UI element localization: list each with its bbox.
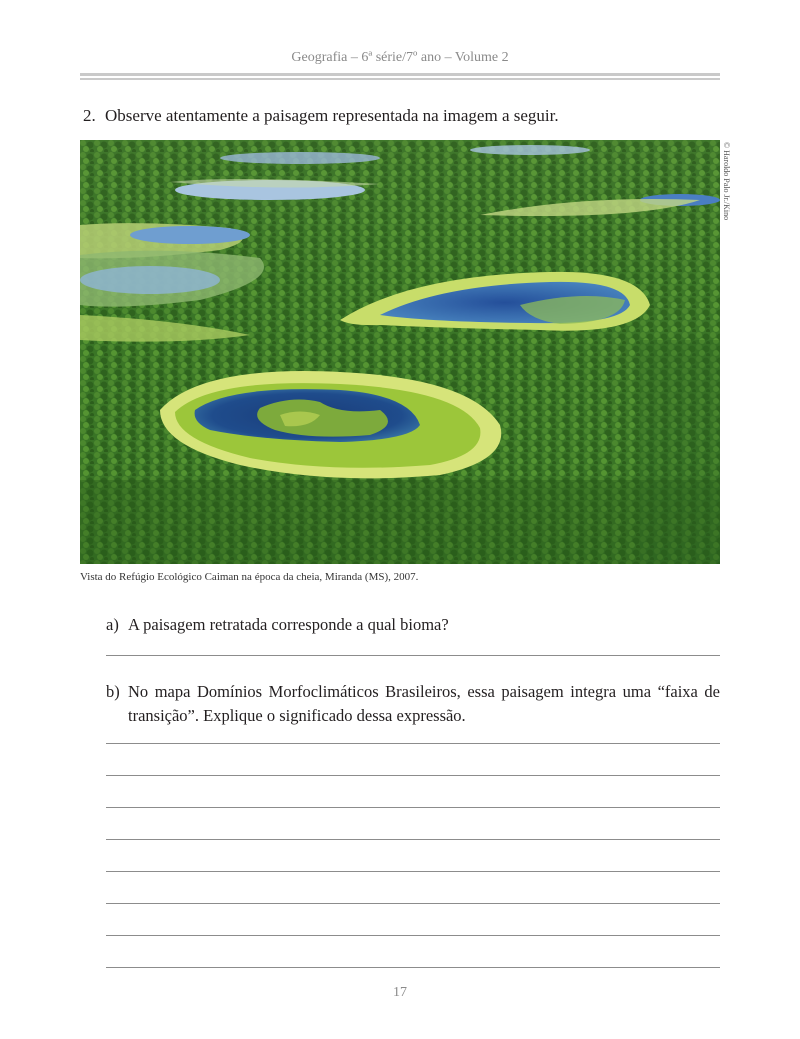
answer-line-b-3[interactable] bbox=[106, 807, 720, 808]
sub-question-letter: a) bbox=[106, 615, 119, 634]
sub-question-letter: b) bbox=[106, 682, 120, 701]
running-header: Geografia – 6ª série/7º ano – Volume 2 bbox=[291, 50, 509, 65]
answer-line-b-5[interactable] bbox=[106, 871, 720, 872]
answer-line-b-8[interactable] bbox=[106, 967, 720, 968]
sub-question-text: A paisagem retratada corresponde a qual bioma? bbox=[128, 615, 449, 634]
header-rule-bottom bbox=[80, 78, 720, 80]
sub-question-text: No mapa Domínios Morfoclimáticos Brasileiros, essa paisagem integra uma “faixa de transição”. Explique o significado dessa expressão. bbox=[128, 682, 720, 725]
page-number: 17 bbox=[393, 985, 407, 1000]
answer-line-b-2[interactable] bbox=[106, 775, 720, 776]
answer-line-b-7[interactable] bbox=[106, 935, 720, 936]
answer-line-b-4[interactable] bbox=[106, 839, 720, 840]
sub-question-b bbox=[106, 680, 720, 728]
photo-caption: Vista do Refúgio Ecológico Caiman na época da cheia, Miranda (MS), 2007. bbox=[80, 571, 419, 583]
header-rule-top bbox=[80, 73, 720, 76]
sub-question-a bbox=[106, 613, 720, 637]
answer-line-b-6[interactable] bbox=[106, 903, 720, 904]
photo-credit: © Haroldo Palo Jr./Kino bbox=[722, 142, 731, 221]
answer-line-a[interactable] bbox=[106, 655, 720, 656]
question-2 bbox=[83, 106, 559, 126]
question-number: 2. bbox=[83, 106, 96, 125]
answer-line-b-1[interactable] bbox=[106, 743, 720, 744]
pantanal-aerial-photo bbox=[80, 140, 720, 564]
question-prompt: Observe atentamente a paisagem representada na imagem a seguir. bbox=[105, 106, 559, 125]
